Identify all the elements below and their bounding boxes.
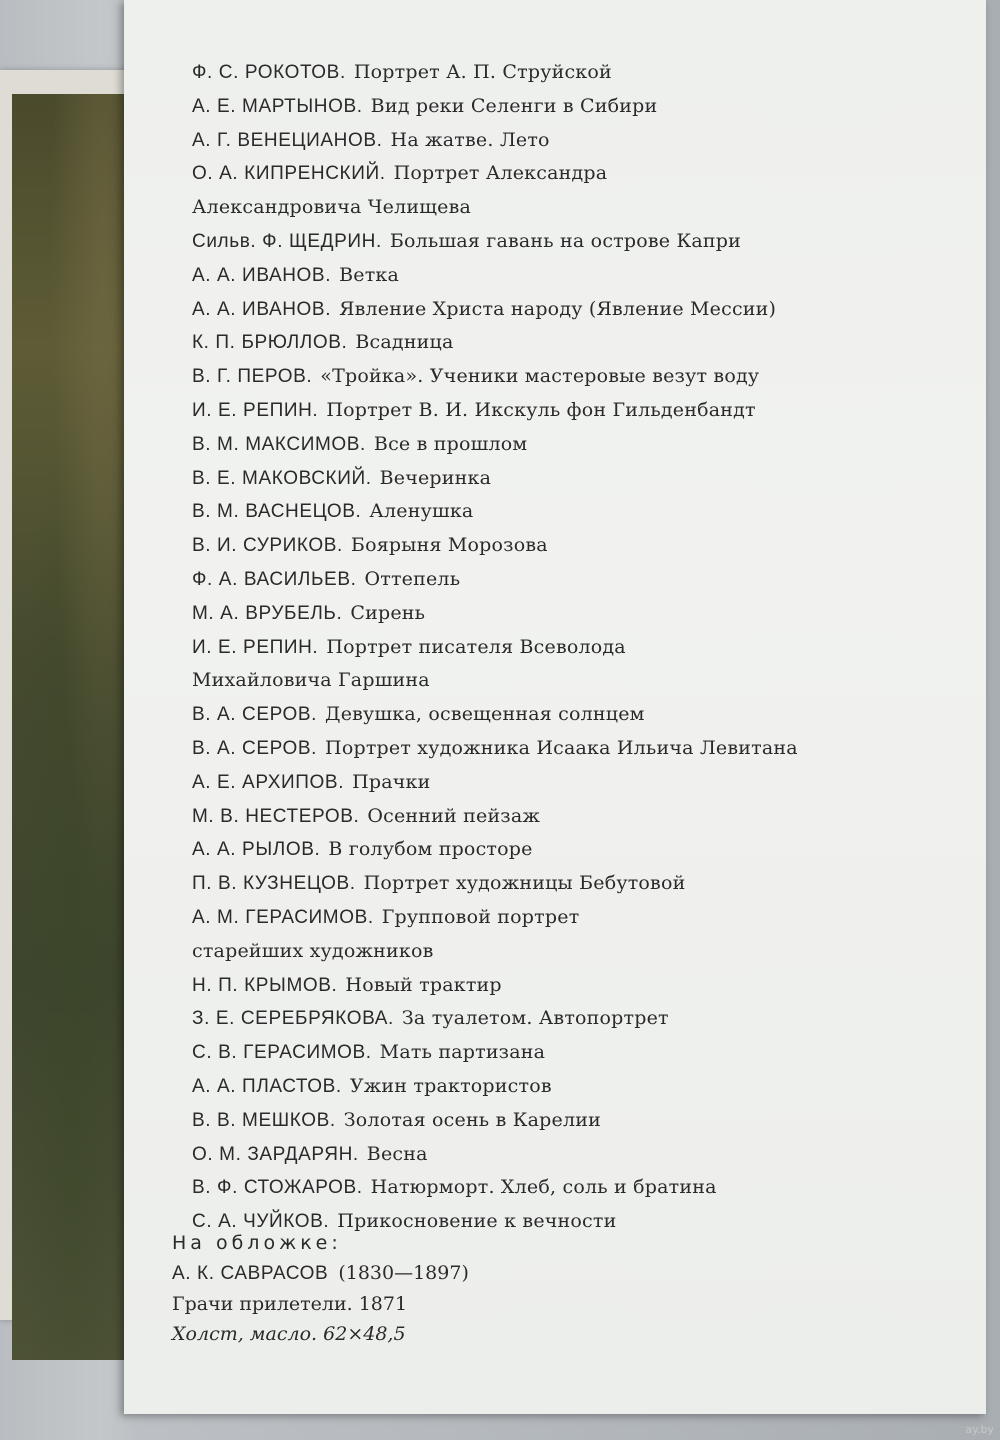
artwork-title: Групповой портрет: [381, 905, 580, 928]
artist-name: В. М. ВАСНЕЦОВ.: [192, 501, 362, 523]
artwork-title: На жатве. Лето: [390, 128, 550, 151]
artist-name: А. А. ИВАНОВ.: [192, 264, 332, 286]
list-item: [192, 360, 972, 394]
artist-name: К. П. БРЮЛЛОВ.: [192, 332, 348, 354]
list-item: [192, 462, 972, 496]
artwork-title: Михайловича Гаршина: [192, 669, 430, 692]
artist-name: В. Г. ПЕРОВ.: [192, 366, 313, 388]
artist-name: Ф. А. ВАСИЛЬЕВ.: [192, 568, 357, 590]
list-item: [192, 191, 972, 225]
artwork-title: Портрет А. П. Струйской: [353, 61, 612, 83]
list-item: [192, 935, 972, 969]
artwork-title: Портрет В. И. Икскуль фон Гильденбандт: [326, 398, 756, 421]
artist-name: И. Е. РЕПИН.: [192, 636, 319, 658]
artist-name: В. А. СЕРОВ.: [192, 704, 318, 726]
artist-name: Сильв. Ф. ЩЕДРИН.: [192, 230, 382, 252]
artist-name: А. М. ГЕРАСИМОВ.: [192, 906, 374, 928]
list-item: [192, 56, 972, 90]
cover-artist-line: [172, 1258, 469, 1289]
list-item: [192, 901, 972, 935]
artist-name: З. Е. СЕРЕБРЯКОВА.: [192, 1008, 394, 1030]
artwork-title: Всадница: [355, 331, 454, 354]
list-item: [192, 1070, 972, 1104]
artist-name: В. В. МЕШКОВ.: [192, 1109, 336, 1131]
list-item: [192, 732, 972, 766]
artist-name: А. Е. МАРТЫНОВ.: [192, 95, 363, 117]
artist-name: О. А. КИПРЕНСКИЙ.: [192, 163, 386, 185]
cover-medium: Холст, масло. 62×48,5: [172, 1323, 406, 1345]
artwork-title: Александровича Челищева: [192, 196, 471, 219]
watermark: ay.by: [965, 1423, 994, 1436]
artwork-title: Боярыня Морозова: [350, 534, 548, 557]
list-item: [192, 1104, 972, 1138]
list-item: [192, 157, 972, 191]
cover-heading: На обложке:: [172, 1232, 342, 1254]
cover-work: Грачи прилетели. 1871: [172, 1293, 408, 1315]
list-item: [192, 766, 972, 800]
artwork-title: старейших художников: [192, 939, 434, 962]
artist-name: А. А. ПЛАСТОВ.: [192, 1075, 342, 1097]
artwork-title: Ужин трактористов: [349, 1074, 552, 1097]
list-item: [192, 225, 972, 259]
cover-info: [172, 1228, 469, 1349]
artist-name: И. Е. РЕПИН.: [192, 399, 319, 421]
artist-name: П. В. КУЗНЕЦОВ.: [192, 873, 356, 895]
list-item: [192, 529, 972, 563]
list-item: [192, 293, 972, 327]
artwork-title: Ветка: [339, 263, 400, 286]
artwork-title: Весна: [366, 1142, 428, 1165]
list-item: [192, 969, 972, 1003]
artist-name: С. А. ЧУЙКОВ.: [192, 1211, 330, 1233]
list-item: [192, 124, 972, 158]
artwork-title: В голубом просторе: [328, 838, 533, 861]
artist-name: А. Е. АРХИПОВ.: [192, 771, 345, 793]
artwork-title: Прачки: [352, 770, 431, 793]
list-item: [192, 563, 972, 597]
artwork-title: За туалетом. Автопортрет: [401, 1007, 669, 1030]
artist-name: Н. П. КРЫМОВ.: [192, 974, 338, 996]
artwork-title: Мать партизана: [379, 1041, 546, 1064]
artwork-title: Все в прошлом: [373, 432, 528, 455]
list-item: [192, 1036, 972, 1070]
list-item: [192, 867, 972, 901]
artist-name: Ф. С. РОКОТОВ.: [192, 62, 346, 83]
artwork-title: Портрет писателя Всеволода: [326, 635, 626, 658]
artwork-title: Натюрморт. Хлеб, соль и братина: [370, 1176, 717, 1199]
artist-name: В. Е. МАКОВСКИЙ.: [192, 467, 372, 489]
artist-name: О. М. ЗАРДАРЯН.: [192, 1143, 359, 1165]
artwork-title: Аленушка: [369, 500, 474, 523]
artwork-title: Осенний пейзаж: [367, 804, 541, 827]
artwork-title: Вид реки Селенги в Сибири: [370, 94, 658, 117]
list-item: [192, 90, 972, 124]
artist-name: А. А. РЫЛОВ.: [192, 839, 321, 861]
list-item: [192, 259, 972, 293]
list-item: [192, 664, 972, 698]
artwork-title: Портрет художника Исаака Ильича Левитана: [325, 736, 798, 759]
artist-name: М. А. ВРУБЕЛЬ.: [192, 602, 343, 624]
artist-name: М. В. НЕСТЕРОВ.: [192, 805, 360, 827]
artist-name: А. Г. ВЕНЕЦИАНОВ.: [192, 129, 383, 151]
list-item: [192, 698, 972, 732]
list-item: [192, 800, 972, 834]
cover-years: (1830—1897): [338, 1262, 469, 1284]
list-item: [192, 631, 972, 665]
cover-author: А. К. САВРАСОВ: [172, 1263, 329, 1284]
artist-name: С. В. ГЕРАСИМОВ.: [192, 1042, 372, 1064]
artwork-title: Новый трактир: [345, 973, 502, 996]
artist-name: В. И. СУРИКОВ.: [192, 535, 343, 557]
artist-name: В. М. МАКСИМОВ.: [192, 433, 366, 455]
artwork-title: Явление Христа народу (Явление Мессии): [339, 297, 777, 320]
list-item: [192, 495, 972, 529]
artwork-title: Прикосновение к вечности: [337, 1210, 617, 1233]
contents-page: [124, 0, 986, 1414]
list-item: [192, 428, 972, 462]
list-item: [192, 326, 972, 360]
artist-name: В. А. СЕРОВ.: [192, 737, 318, 759]
artwork-title: Портрет Александра: [393, 162, 608, 185]
artwork-title: Сирень: [350, 601, 426, 624]
artwork-title: «Тройка». Ученики мастеровые везут воду: [320, 365, 760, 388]
artist-name: А. А. ИВАНОВ.: [192, 298, 332, 320]
artwork-title: Золотая осень в Карелии: [343, 1108, 601, 1131]
list-item: [192, 833, 972, 867]
artwork-list: [192, 56, 972, 1239]
artist-name: В. Ф. СТОЖАРОВ.: [192, 1177, 363, 1199]
artwork-title: Оттепель: [364, 567, 461, 590]
list-item: [192, 1002, 972, 1036]
artwork-title: Большая гавань на острове Капри: [389, 229, 741, 252]
artwork-title: Вечеринка: [379, 466, 492, 489]
list-item: [192, 597, 972, 631]
artwork-title: Девушка, освещенная солнцем: [325, 703, 645, 726]
artwork-title: Портрет художницы Бебутовой: [363, 872, 686, 895]
list-item: [192, 394, 972, 428]
list-item: [192, 1138, 972, 1172]
list-item: [192, 1171, 972, 1205]
